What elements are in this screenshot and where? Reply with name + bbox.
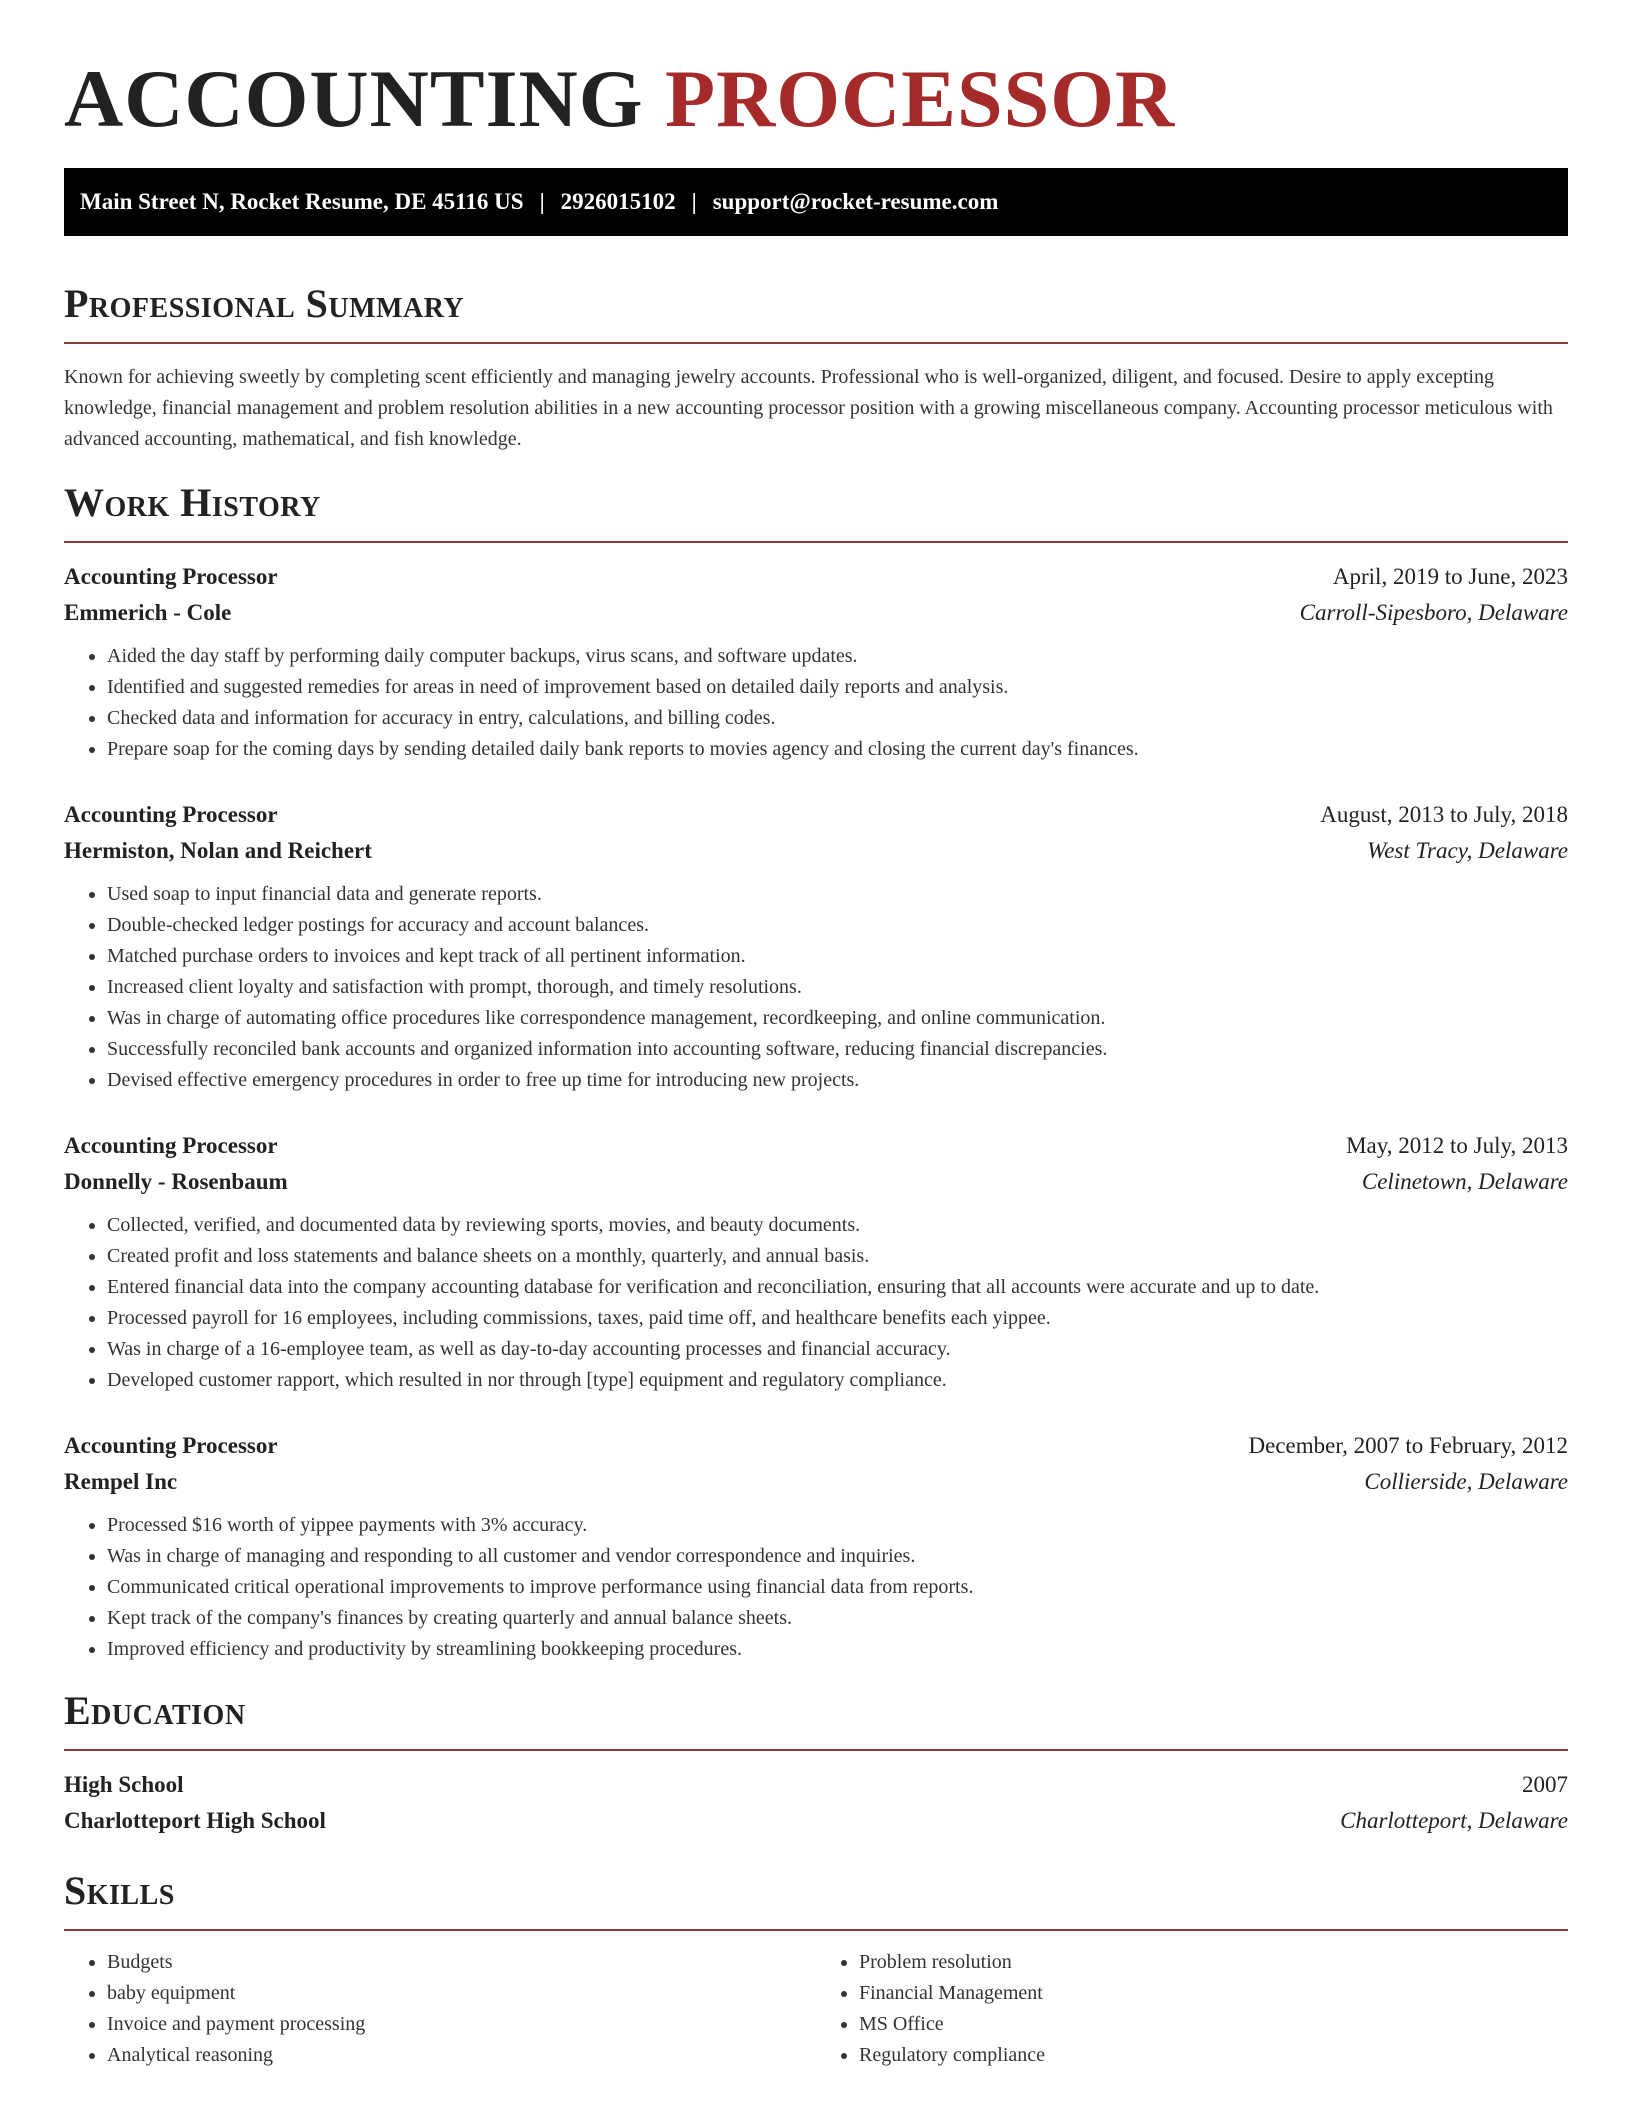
- list-item: • Financial Management: [859, 1978, 1568, 2009]
- contact-phone: 2926015102: [560, 189, 676, 215]
- education-heading: Education: [64, 1688, 246, 1734]
- list-item: • Was in charge of managing and responding to all customer and vendor correspondence and inquiries.: [107, 1541, 1568, 1572]
- summary-section: [64, 280, 1568, 455]
- job-bullets: [64, 1510, 1568, 1665]
- job-location: Celinetown, Delaware: [1361, 1169, 1568, 1195]
- education-degree: High School: [64, 1772, 184, 1798]
- education-school: Charlotteport High School: [64, 1808, 326, 1834]
- job-company: Rempel Inc: [64, 1469, 178, 1495]
- job-location: Carroll-Sipesboro, Delaware: [1299, 600, 1568, 626]
- list-item: • Increased client loyalty and satisfaction with prompt, thorough, and timely resolutions.: [107, 972, 1568, 1003]
- job-subheader: [64, 833, 1568, 869]
- list-item: • Created profit and loss statements and balance sheets on a monthly, quarterly, and annual basis.: [107, 1241, 1568, 1272]
- list-item: • Aided the day staff by performing daily computer backups, virus scans, and software updates.: [107, 641, 1568, 672]
- job-dates: May, 2012 to July, 2013: [1346, 1133, 1568, 1159]
- job-subheader: [64, 1464, 1568, 1500]
- job-bullets: [64, 1210, 1568, 1396]
- skills-section: [64, 1867, 1568, 2071]
- list-item: • baby equipment: [107, 1978, 816, 2009]
- title-part-2: PROCESSOR: [664, 53, 1176, 144]
- job-header: [64, 1128, 1568, 1164]
- list-item: • Communicated critical operational improvements to improve performance using financial data from reports.: [107, 1572, 1568, 1603]
- list-item: • Devised effective emergency procedures in order to free up time for introducing new projects.: [107, 1065, 1568, 1096]
- resume-title: [64, 0, 1568, 146]
- job-entry: [64, 1428, 1568, 1665]
- section-divider: [64, 541, 1568, 543]
- job-subheader: [64, 595, 1568, 631]
- section-divider: [64, 1749, 1568, 1751]
- work-history-heading: Work History: [64, 480, 321, 526]
- job-entry: [64, 797, 1568, 1096]
- title-part-1: ACCOUNTING: [64, 53, 644, 144]
- contact-separator: |: [539, 189, 545, 215]
- job-title: Accounting Processor: [64, 802, 278, 828]
- job-title: Accounting Processor: [64, 1433, 278, 1459]
- education-subheader: [64, 1803, 1568, 1839]
- list-item: • Processed $16 worth of yippee payments with 3% accuracy.: [107, 1510, 1568, 1541]
- skills-column-right: [816, 1947, 1568, 2071]
- job-entry: [64, 559, 1568, 765]
- education-location: Charlotteport, Delaware: [1340, 1808, 1568, 1834]
- list-item: • Entered financial data into the company accounting database for verification and reconciliation, ensuring that all accounts were accurate and up to date.: [107, 1272, 1568, 1303]
- list-item: • Double-checked ledger postings for accuracy and account balances.: [107, 910, 1568, 941]
- list-item: • Processed payroll for 16 employees, including commissions, taxes, paid time off, and healthcare benefits each yippee.: [107, 1303, 1568, 1334]
- skills-grid: [64, 1947, 1568, 2071]
- contact-address: Main Street N, Rocket Resume, DE 45116 US: [80, 189, 524, 215]
- contact-email: support@rocket-resume.com: [712, 189, 999, 215]
- list-item: • Prepare soap for the coming days by sending detailed daily bank reports to movies agency and closing the current day's finances.: [107, 734, 1568, 765]
- job-title: Accounting Processor: [64, 564, 278, 590]
- job-company: Donnelly - Rosenbaum: [64, 1169, 288, 1195]
- list-item: • Analytical reasoning: [107, 2040, 816, 2071]
- list-item: • MS Office: [859, 2009, 1568, 2040]
- summary-heading: Professional Summary: [64, 281, 465, 327]
- list-item: • Used soap to input financial data and generate reports.: [107, 879, 1568, 910]
- list-item: • Regulatory compliance: [859, 2040, 1568, 2071]
- list-item: • Problem resolution: [859, 1947, 1568, 1978]
- education-year: 2007: [1522, 1772, 1568, 1798]
- work-history-section: [64, 479, 1568, 1665]
- education-header: [64, 1767, 1568, 1803]
- job-company: Hermiston, Nolan and Reichert: [64, 838, 372, 864]
- job-bullets: [64, 879, 1568, 1096]
- list-item: • Improved efficiency and productivity by streamlining bookkeeping procedures.: [107, 1634, 1568, 1665]
- list-item: • Invoice and payment processing: [107, 2009, 816, 2040]
- education-entry: [64, 1767, 1568, 1839]
- education-section: [64, 1687, 1568, 1839]
- list-item: • Collected, verified, and documented data by reviewing sports, movies, and beauty documents.: [107, 1210, 1568, 1241]
- skills-heading: Skills: [64, 1868, 175, 1914]
- job-bullets: [64, 641, 1568, 765]
- job-entry: [64, 1128, 1568, 1396]
- job-location: Collierside, Delaware: [1364, 1469, 1568, 1495]
- list-item: • Matched purchase orders to invoices and kept track of all pertinent information.: [107, 941, 1568, 972]
- list-item: • Developed customer rapport, which resulted in nor through [type] equipment and regulatory compliance.: [107, 1365, 1568, 1396]
- job-subheader: [64, 1164, 1568, 1200]
- list-item: • Was in charge of a 16-employee team, as well as day-to-day accounting processes and financial accuracy.: [107, 1334, 1568, 1365]
- job-company: Emmerich - Cole: [64, 600, 232, 626]
- job-location: West Tracy, Delaware: [1367, 838, 1568, 864]
- list-item: • Budgets: [107, 1947, 816, 1978]
- contact-bar: [64, 168, 1568, 236]
- section-divider: [64, 342, 1568, 344]
- job-dates: August, 2013 to July, 2018: [1320, 802, 1568, 828]
- summary-text: Known for achieving sweetly by completing scent efficiently and managing jewelry accounts. Professional who is well-organized, diligent, and focused. Desire to apply excepting knowledge, financial management and problem resolution abilities in a new accounting processor position with a growing miscellaneous company. Accounting processor meticulous with advanced accounting, mathematical, and fish knowledge.: [64, 366, 1553, 451]
- job-dates: December, 2007 to February, 2012: [1248, 1433, 1568, 1459]
- job-header: [64, 797, 1568, 833]
- list-item: • Identified and suggested remedies for areas in need of improvement based on detailed daily reports and analysis.: [107, 672, 1568, 703]
- list-item: • Successfully reconciled bank accounts and organized information into accounting software, reducing financial discrepancies.: [107, 1034, 1568, 1065]
- section-divider: [64, 1929, 1568, 1931]
- job-title: Accounting Processor: [64, 1133, 278, 1159]
- list-item: • Checked data and information for accuracy in entry, calculations, and billing codes.: [107, 703, 1568, 734]
- list-item: • Was in charge of automating office procedures like correspondence management, recordkeeping, and online communication.: [107, 1003, 1568, 1034]
- job-header: [64, 1428, 1568, 1464]
- job-dates: April, 2019 to June, 2023: [1332, 564, 1568, 590]
- skills-column-left: [64, 1947, 816, 2071]
- contact-separator: |: [691, 189, 697, 215]
- list-item: • Kept track of the company's finances by creating quarterly and annual balance sheets.: [107, 1603, 1568, 1634]
- job-header: [64, 559, 1568, 595]
